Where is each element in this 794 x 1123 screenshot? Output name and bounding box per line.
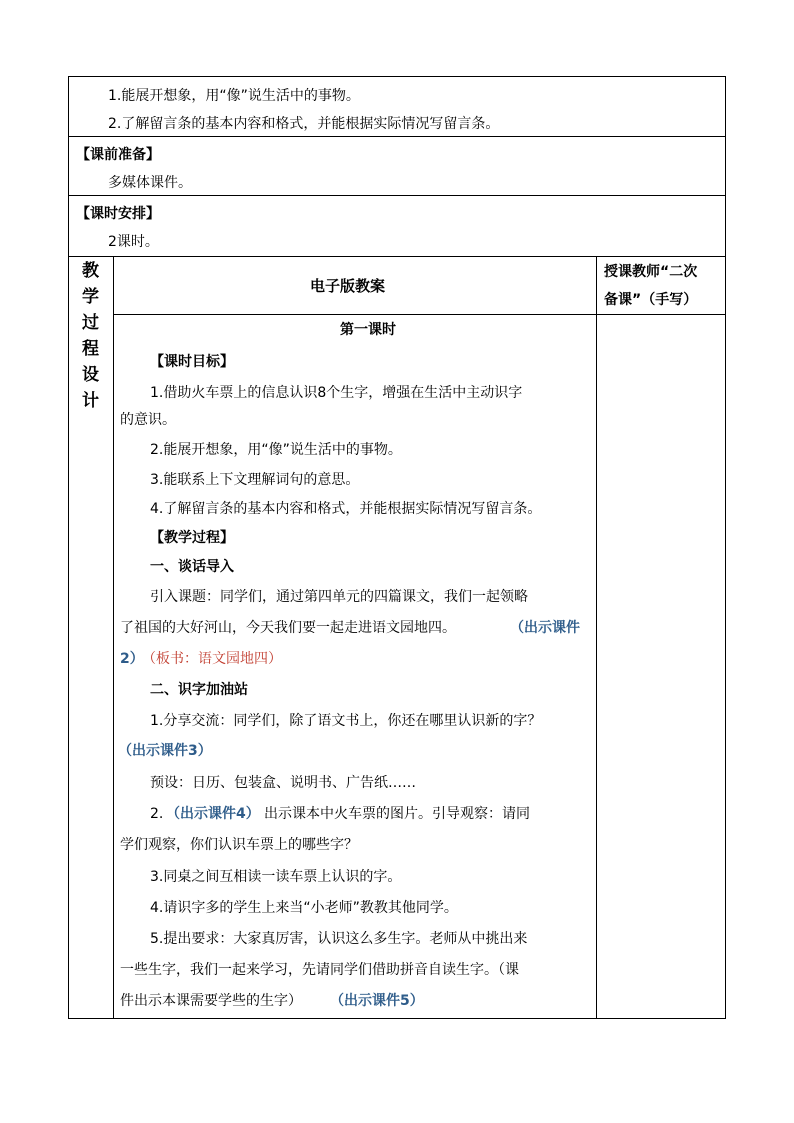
- objective-item: 2.能展开想象，用“像”说生活中的事物。: [150, 442, 402, 458]
- paragraph-line: 学们观察，你们认识车票上的哪些字？: [120, 837, 358, 853]
- section-content: 多媒体课件。: [108, 175, 192, 191]
- paragraph-line: 3.同桌之间互相读一读车票上认识的字。: [150, 869, 402, 885]
- side-label-char: 学: [82, 287, 99, 307]
- paragraph-line: 了祖国的大好河山，今天我们要一起走进语文园地四。: [120, 620, 456, 636]
- section-heading: 【教学过程】: [150, 530, 234, 546]
- courseware-note: （出示课件3）: [118, 743, 212, 759]
- step-number: 2.: [150, 806, 164, 822]
- side-label-char: 设: [82, 365, 99, 385]
- paragraph-line: 1.分享交流：同学们，除了语文书上，你还在哪里认识新的字？: [150, 713, 542, 729]
- paragraph-line: 5.提出要求：大家真厉害，认识这么多生字。老师从中挑出来: [150, 931, 528, 947]
- courseware-note: （出示课件4）: [166, 806, 260, 822]
- section-content: 2课时。: [108, 234, 159, 250]
- side-label: [68, 258, 113, 414]
- blackboard-note: （板书：语文园地四）: [142, 651, 282, 667]
- goal-item: 2.了解留言条的基本内容和格式，并能根据实际情况写留言条。: [108, 116, 500, 132]
- column-header-right: 授课教师“二次: [604, 264, 698, 280]
- side-label-char: 过: [82, 313, 99, 333]
- objective-item: 1.借助火车票上的信息认识8个生字，增强在生活中主动识字: [150, 385, 523, 401]
- courseware-note: 2）: [120, 651, 144, 667]
- row-divider: [68, 195, 726, 196]
- column-header-center: 电子版教案: [310, 277, 386, 295]
- courseware-note: （出示课件5）: [330, 993, 424, 1009]
- side-label-char: 计: [82, 391, 99, 411]
- paragraph-line: 4.请识字多的学生上来当“小老师”教教其他同学。: [150, 900, 458, 916]
- paragraph-line: 件出示本课需要学些的生字）: [120, 993, 302, 1009]
- section-heading: 【课时目标】: [150, 354, 234, 370]
- paragraph-line: 一些生字，我们一起来学习，先请同学们借助拼音自读生字。（课: [120, 962, 519, 978]
- row-divider: [68, 136, 726, 137]
- column-divider: [596, 256, 597, 1019]
- column-divider: [113, 256, 114, 1019]
- column-header-right: 备课”（手写）: [604, 292, 698, 308]
- section-heading: 【课时安排】: [76, 206, 160, 222]
- lesson-title: 第一课时: [340, 322, 396, 338]
- step-heading: 一、谈话导入: [150, 559, 234, 575]
- objective-item: 3.能联系上下文理解词句的意思。: [150, 472, 360, 488]
- section-heading: 【课前准备】: [76, 147, 160, 163]
- objective-item: 4.了解留言条的基本内容和格式，并能根据实际情况写留言条。: [150, 501, 542, 517]
- courseware-note: （出示课件: [510, 620, 580, 636]
- paragraph-line: 出示课本中火车票的图片。引导观察：请同: [264, 806, 530, 822]
- side-label-char: 程: [82, 339, 99, 359]
- side-label-char: 教: [82, 261, 99, 281]
- row-divider: [113, 314, 726, 315]
- step-heading: 二、识字加油站: [150, 682, 248, 698]
- objective-item: 的意识。: [120, 412, 176, 428]
- goal-item: 1.能展开想象，用“像”说生活中的事物。: [108, 88, 360, 104]
- paragraph-line: 预设：日历、包装盒、说明书、广告纸……: [150, 775, 416, 791]
- paragraph-line: 引入课题：同学们，通过第四单元的四篇课文，我们一起领略: [150, 589, 528, 605]
- row-divider: [68, 256, 726, 257]
